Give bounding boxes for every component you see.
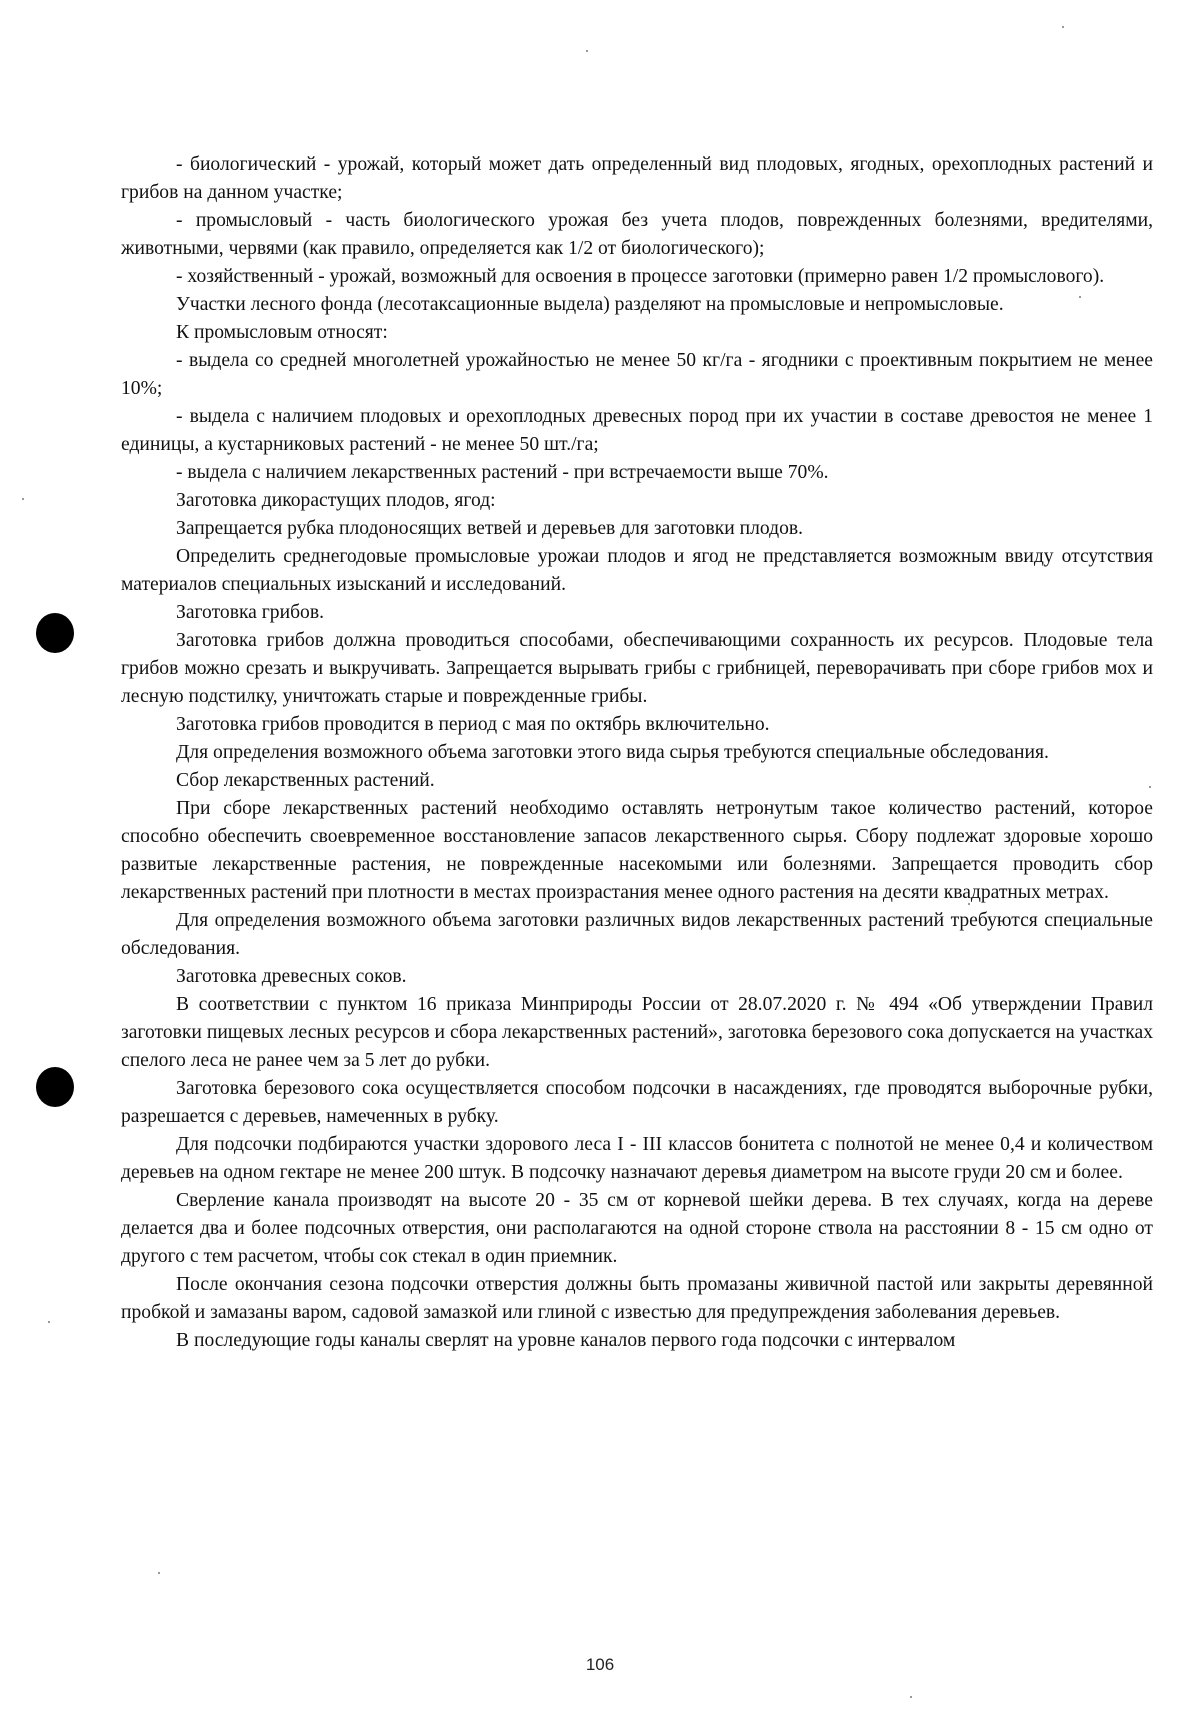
section-heading: Заготовка грибов.	[176, 602, 325, 623]
page-number: 106	[585, 1655, 615, 1674]
paragraph: После окончания сезона подсочки отверстия должны быть промазаны живичной пастой или закрыты деревянной пробкой и замазаны варом, садовой замазкой или глиной с известью для предупреждения заболевания деревьев.	[121, 1274, 1153, 1323]
paragraph: Заготовка грибов проводится в период с мая по октябрь включительно.	[176, 714, 770, 735]
section-heading: Заготовка дикорастущих плодов, ягод:	[176, 490, 496, 511]
paragraph: Для определения возможного объема заготовки этого вида сырья требуются специальные обследования.	[176, 742, 1049, 763]
scan-speck	[586, 50, 588, 52]
scan-speck	[22, 498, 24, 500]
section-heading: Заготовка древесных соков.	[176, 966, 407, 987]
document-body	[121, 151, 1153, 1355]
paragraph: Для подсочки подбираются участки здорового леса I - III классов бонитета с полнотой не менее 0,4 и количеством деревьев на одном гектаре не менее 200 штук. В подсочку назначают деревья диаметром на высоте груди 20 см и более.	[121, 1134, 1153, 1183]
paragraph: Для определения возможного объема заготовки различных видов лекарственных растений требуются специальные обследования.	[121, 910, 1153, 959]
scan-speck	[910, 1696, 912, 1698]
paragraph: При сборе лекарственных растений необходимо оставлять нетронутым такое количество растений, которое способно обеспечить своевременное восстановление запасов лекарственного сырья. Сбору подлежат здоровые хорошо развитые лекарственные растения, не поврежденные насекомыми или болезнями. Запрещается проводить сбор лекарственных растений при плотности в местах произрастания менее одного растения на десяти квадратных метрах.	[121, 798, 1153, 903]
paragraph: - промысловый - часть биологического урожая без учета плодов, поврежденных болезнями, вредителями, животными, червями (как правило, определяется как 1/2 от биологического);	[121, 210, 1153, 259]
paragraph: Участки лесного фонда (лесотаксационные выдела) разделяют на промысловые и непромысловые.	[176, 294, 1004, 315]
paragraph: В соответствии с пунктом 16 приказа Минприроды России от 28.07.2020 г. № 494 «Об утверждении Правил заготовки пищевых лесных ресурсов и сбора лекарственных растений», заготовка березового сока допускается на участках спелого леса не ранее чем за 5 лет до рубки.	[121, 994, 1153, 1071]
paragraph: - выдела с наличием плодовых и орехоплодных древесных пород при их участии в составе древостоя не менее 1 единицы, а кустарниковых растений - не менее 50 шт./га;	[121, 406, 1153, 455]
paragraph: Запрещается рубка плодоносящих ветвей и деревьев для заготовки плодов.	[176, 518, 804, 539]
scan-speck	[158, 1572, 160, 1574]
punch-hole-mark	[36, 613, 74, 653]
paragraph: В последующие годы каналы сверлят на уровне каналов первого года подсочки с интервалом	[176, 1330, 956, 1351]
punch-hole-mark	[36, 1067, 74, 1107]
paragraph: - биологический - урожай, который может дать определенный вид плодовых, ягодных, орехоплодных растений и грибов на данном участке;	[121, 154, 1153, 203]
scan-speck	[48, 1321, 50, 1323]
paragraph: Сверление канала производят на высоте 20 - 35 см от корневой шейки дерева. В тех случаях, когда на дереве делается два и более подсочных отверстия, они располагаются на одной стороне ствола на расстоянии 8 - 15 см одно от другого с тем расчетом, чтобы сок стекал в один приемник.	[121, 1190, 1153, 1267]
paragraph: - выдела с наличием лекарственных растений - при встречаемости выше 70%.	[176, 462, 829, 483]
section-heading: Сбор лекарственных растений.	[176, 770, 435, 791]
scan-speck	[1062, 26, 1064, 28]
paragraph: Заготовка березового сока осуществляется способом подсочки в насаждениях, где проводятся выборочные рубки, разрешается с деревьев, намеченных в рубку.	[121, 1078, 1153, 1127]
paragraph: - выдела со средней многолетней урожайностью не менее 50 кг/га - ягодники с проективным покрытием не менее 10%;	[121, 350, 1153, 399]
paragraph: К промысловым относят:	[176, 322, 388, 343]
paragraph: Определить среднегодовые промысловые урожаи плодов и ягод не представляется возможным ввиду отсутствия материалов специальных изысканий и исследований.	[121, 546, 1153, 595]
paragraph: Заготовка грибов должна проводиться способами, обеспечивающими сохранность их ресурсов. Плодовые тела грибов можно срезать и выкручивать. Запрещается вырывать грибы с грибницей, переворачивать при сборе грибов мох и лесную подстилку, уничтожать старые и поврежденные грибы.	[121, 630, 1153, 707]
paragraph: - хозяйственный - урожай, возможный для освоения в процессе заготовки (примерно равен 1/2 промыслового).	[176, 266, 1105, 287]
